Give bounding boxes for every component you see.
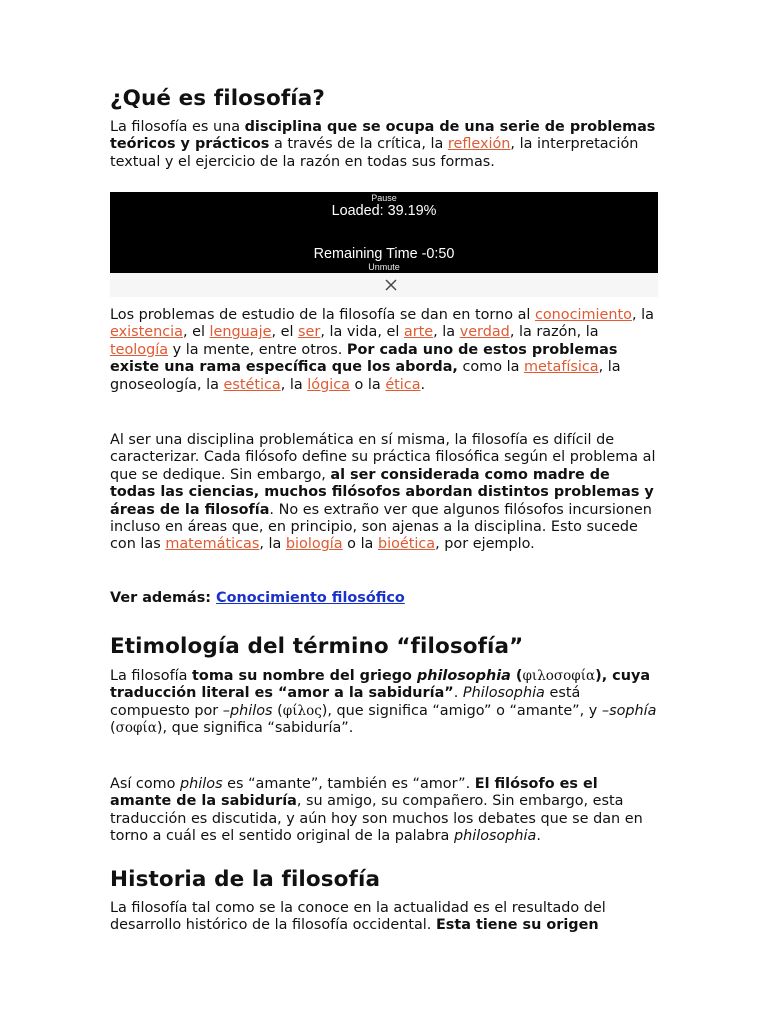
link-conocimiento-filosofico[interactable]: Conocimiento filosófico xyxy=(216,590,405,606)
heading-que-es-filosofia: ¿Qué es filosofía? xyxy=(110,86,325,111)
loaded-status: Loaded: 39.19% xyxy=(331,203,437,219)
link-biologia[interactable]: biología xyxy=(285,536,343,553)
paragraph-disciplina: Al ser una disciplina problemática en sí misma, la filosofía es difícil de caracterizar. Cada filósofo define su práctica filosófica según el problema al que se dedique. Sin embargo, al ser considerada como madre de todas las ciencias, muchos filósofos abordan distintos problemas y áreas de la filosofía. No es extraño ver que algunos filósofos incursionen incluso en áreas que, en principio, son ajenas a la disciplina. Esto sucede con las matemáticas, la biología o la bioética, por ejemplo. xyxy=(110,432,656,553)
heading-historia: Historia de la filosofía xyxy=(110,867,381,892)
link-etica[interactable]: ética xyxy=(385,376,421,393)
see-also: Ver además: Conocimiento filosófico xyxy=(110,590,405,606)
link-metafisica[interactable]: metafísica xyxy=(523,359,599,376)
link-reflexion[interactable]: reflexión xyxy=(447,136,511,153)
paragraph-philos: Así como philos es “amante”, también es “amor”. El filósofo es el amante de la sabiduría, su amigo, su compañero. Sin embargo, esta traducción es discutida, y aún hoy son muchos los debates que se dan en torno a cuál es el sentido original de la palabra philosophia. xyxy=(110,776,643,845)
link-ser[interactable]: ser xyxy=(298,324,321,341)
close-icon[interactable] xyxy=(383,277,399,293)
link-bioetica[interactable]: bioética xyxy=(377,536,436,553)
pause-button[interactable]: Pause xyxy=(371,193,397,203)
link-verdad[interactable]: verdad xyxy=(459,324,510,341)
paragraph-etimologia: La filosofía toma su nombre del griego philosophia (φιλοσοφία), cuya traducción literal es “amor a la sabiduría”. Philosophia está compuesto por –philos (φίλος), que significa “amigo” o “amante”, y –sophía (σοφία), que significa “sabiduría”. xyxy=(110,668,657,737)
heading-etimologia: Etimología del término “filosofía” xyxy=(110,634,524,659)
link-logica[interactable]: lógica xyxy=(307,376,350,393)
video-close-bar xyxy=(110,273,658,297)
remaining-time: Remaining Time -0:50 xyxy=(313,246,455,262)
paragraph-definition: La filosofía es una disciplina que se ocupa de una serie de problemas teóricos y prácticos a través de la crítica, la reflexión, la interpretación textual y el ejercicio de la razón en todas sus formas. xyxy=(110,119,656,170)
link-conocimiento[interactable]: conocimiento xyxy=(534,307,632,323)
link-teologia[interactable]: teología xyxy=(110,341,169,358)
link-existencia[interactable]: existencia xyxy=(110,324,183,341)
link-matematicas[interactable]: matemáticas xyxy=(165,536,260,553)
paragraph-historia: La filosofía tal como se la conoce en la actualidad es el resultado del desarrollo histórico de la filosofía occidental. Esta tiene su origen xyxy=(110,900,606,934)
video-player[interactable] xyxy=(110,192,658,273)
link-arte[interactable]: arte xyxy=(403,324,434,341)
link-estetica[interactable]: estética xyxy=(223,376,281,393)
paragraph-problemas: Los problemas de estudio de la filosofía se dan en torno al conocimiento, la existencia, el lenguaje, el ser, la vida, el arte, la verdad, la razón, la teología y la mente, entre otros. Por cada uno de estos problemas existe una rama específica que los aborda, como la metafísica, la gnoseología, la estética, la lógica o la ética. xyxy=(110,307,654,393)
unmute-button[interactable]: Unmute xyxy=(368,262,400,272)
link-lenguaje[interactable]: lenguaje xyxy=(209,324,272,341)
